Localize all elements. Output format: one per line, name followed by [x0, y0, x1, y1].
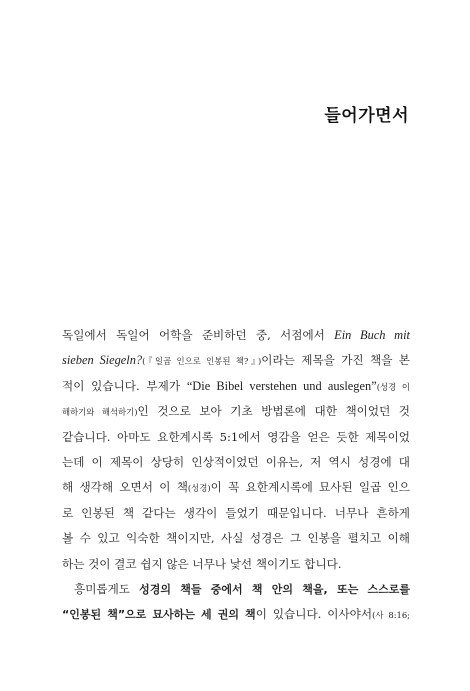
book-title-german: sieben Siegeln? — [62, 353, 143, 368]
text-line: 로 인봉된 책 같다는 생각이 들었기 때문입니다. 너무나 흔하게 — [62, 505, 410, 520]
text-span: 적이 있습니다. 부제가 — [62, 378, 187, 393]
text-line: 볼 수 있고 익숙한 책이지만, 사실 성경은 그 인봉을 펼치고 이해 — [62, 531, 410, 546]
bold-emphasis: 성경의 책들 중에서 책 안의 책을, 또는 스스로를 — [139, 582, 410, 596]
korean-translation-note: (성경 이 — [376, 381, 410, 392]
book-title-german: Ein Buch mit — [334, 328, 410, 342]
chapter-title: 들어가면서 — [324, 106, 409, 126]
text-line — [62, 602, 410, 627]
korean-translation-note: (『일곱 인으로 인봉된 책?』) — [142, 356, 262, 367]
text-span: 독일에서 독일어 어학을 준비하던 중, 서점에서 — [62, 328, 335, 342]
text-line — [62, 475, 410, 500]
subtitle-german: “Die Bibel verstehen und auslegen” — [186, 378, 377, 393]
text-line: 하는 것이 결코 쉽지 않은 너무나 낯선 책이기도 합니다. — [62, 556, 342, 571]
text-line — [62, 323, 410, 348]
text-span: 이 꼭 요한계시록에 묘사된 일곱 인으 — [210, 480, 410, 495]
text-span: 흥미롭게도 — [74, 581, 140, 596]
parenthetical-note: (성경) — [187, 483, 211, 494]
text-span: 인 것으로 보아 기초 방법론에 대한 책이었던 것 — [137, 404, 410, 419]
bold-emphasis: “인봉된 책”으로 묘사하는 세 권의 책 — [62, 608, 256, 622]
body-text — [62, 323, 410, 628]
text-line: 는데 이 제목이 상당히 인상적이었던 이유는, 저 역시 성경에 대 — [62, 454, 410, 469]
text-line — [62, 348, 410, 373]
scripture-reference: (사 8:16; — [372, 610, 410, 621]
korean-translation-note: 해하기와 해석하기) — [62, 407, 138, 418]
text-line — [62, 399, 410, 424]
text-line — [62, 577, 410, 602]
text-line — [62, 374, 410, 399]
text-line: 같습니다. 아마도 요한계시록 5:1에서 영감을 얻은 듯한 제목이었 — [62, 429, 410, 444]
text-span: 이라는 제목을 가진 책을 본 — [261, 353, 410, 368]
text-span: 이 있습니다. 이사야서 — [255, 607, 373, 622]
text-span: 해 생각해 오면서 이 책 — [62, 480, 188, 495]
